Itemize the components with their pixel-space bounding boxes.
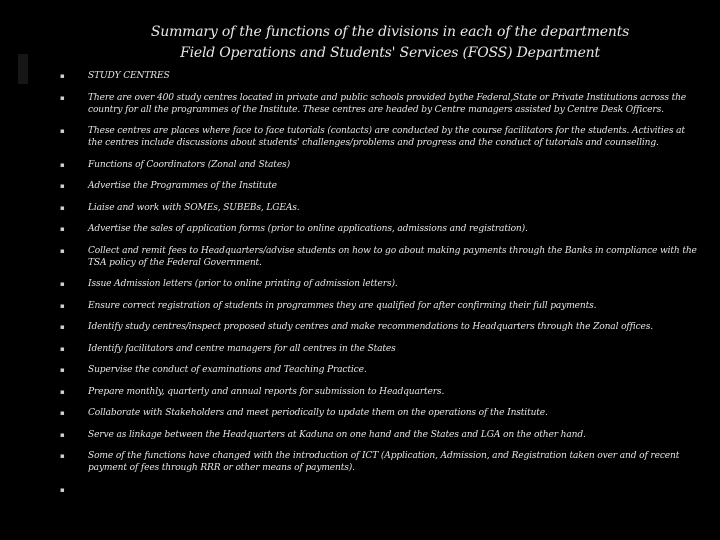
bullet-text: Some of the functions have changed with the introduction of ICT (Application, Admission, and Registration taken over and of recent payment of fees through RRR or other means of payments). [88,451,680,473]
bullet-square-icon: ▪ [60,182,65,190]
bullet-item [60,70,700,82]
bullet-square-icon: ▪ [60,387,65,396]
bullet-square-icon: ▪ [60,366,65,374]
bullet-square-icon: ▪ [60,93,65,102]
bullet-square-icon: ▪ [60,323,65,331]
bullet-item [60,180,700,192]
bullet-item [60,223,700,235]
bullet-square-icon: ▪ [60,301,65,310]
bullet-square-icon: ▪ [60,203,65,212]
bullet-item [60,125,700,149]
bullet-text: Identify study centres/inspect proposed study centres and make recommendations to Headquarters through the Zonal offices. [88,322,654,332]
bullet-square-icon: ▪ [60,409,65,417]
bullet-square-icon: ▪ [60,225,65,233]
bullet-square-icon: ▪ [60,127,65,135]
bullet-item [60,278,700,290]
bullet-square-icon: ▪ [60,160,65,169]
title-line-2: Field Operations and Students' Services (FOSS) Department [180,45,600,61]
bullet-item [60,159,700,171]
bullet-text: Issue Admission letters (prior to online printing of admission letters). [88,279,398,289]
bullet-list [60,70,700,494]
bullet-text: There are over 400 study centres located in private and public schools provided bythe Federal,State or Private Institutions across the country for all the programmes of the Institute. These centres are headed by Centre managers assisted by Centre Desk Officers. [88,92,687,115]
bullet-text: Prepare monthly, quarterly and annual reports for submission to Headquarters. [88,386,445,397]
bullet-text: Identify facilitators and centre managers for all centres in the States [88,343,396,354]
title-line-1: Summary of the functions of the divisions in each of the departments [150,24,630,40]
bullet-square-icon: ▪ [60,485,65,494]
bullet-square-icon: ▪ [60,72,65,80]
accent-bar [18,54,28,84]
bullet-item [60,450,700,474]
bullet-text: These centres are places where face to face tutorials (contacts) are conducted by the course facilitators for the students. Activities at the centres include discussions about students' challenges/problems and progress and the conduct of tutorials and counselling. [88,126,685,148]
bullet-square-icon: ▪ [60,344,65,353]
bullet-text: Collect and remit fees to Headquarters/advise students on how to go about making payments through the Banks in compliance with the TSA policy of the Federal Government. [88,245,697,268]
bullet-item [60,92,700,116]
bullet-text: Advertise the Programmes of the Institute [88,181,277,191]
bullet-text: Liaise and work with SOMEs, SUBEBs, LGEAs. [88,202,300,213]
bullet-item [60,407,700,419]
bullet-item [60,321,700,333]
bullet-item [60,300,700,312]
bullet-text: STUDY CENTRES [88,71,170,81]
bullet-item [60,202,700,214]
bullet-item [60,429,700,441]
bullet-item [60,245,700,269]
bullet-item [60,343,700,355]
bullet-text: Collaborate with Stakeholders and meet periodically to update them on the operations of the Institute. [88,408,548,418]
bullet-item [60,386,700,398]
slide-title [60,22,720,64]
bullet-square-icon: ▪ [60,430,65,439]
bullet-square-icon: ▪ [60,452,65,460]
bullet-text: Serve as linkage between the Headquarters at Kaduna on one hand and the States and LGA on the other hand. [88,429,586,440]
bullet-text: Supervise the conduct of examinations and Teaching Practice. [88,365,367,375]
bullet-item [60,364,700,376]
bullet-text: Advertise the sales of application forms (prior to online applications, admissions and registration). [88,224,528,234]
bullet-square-icon: ▪ [60,246,65,255]
bullet-text: Ensure correct registration of students in programmes they are qualified for after confirming their full payments. [88,300,597,311]
bullet-square-icon: ▪ [60,280,65,288]
bullet-text: Functions of Coordinators (Zonal and States) [88,159,290,170]
